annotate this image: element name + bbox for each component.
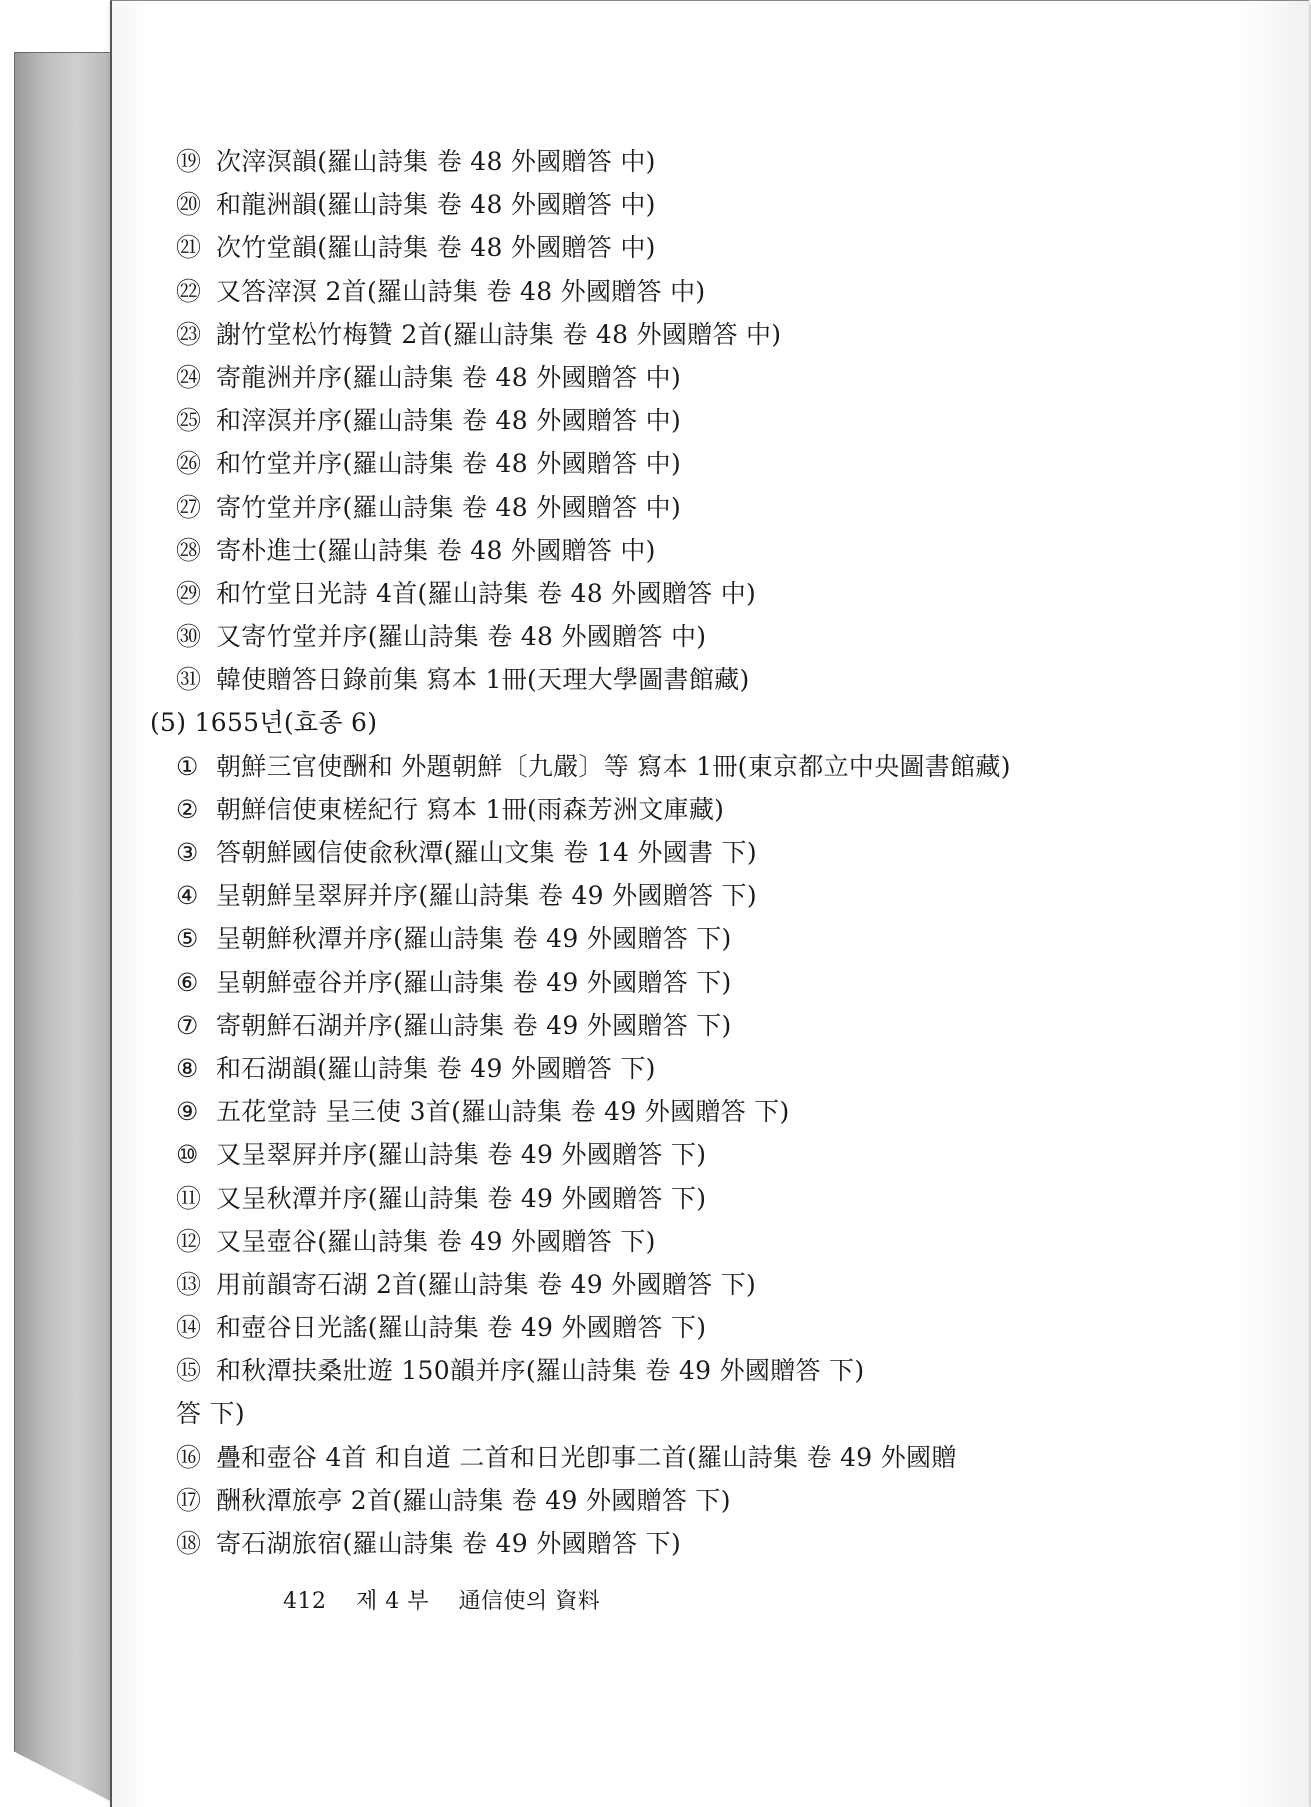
item-text: 寄竹堂并序(羅山詩集 卷 48 外國贈答 中) <box>216 492 682 522</box>
item-number: ⑯ <box>176 1442 202 1472</box>
item-text: 又答滓溟 2首(羅山詩集 卷 48 外國贈答 中) <box>216 276 706 306</box>
item-text: 寄龍洲并序(羅山詩集 卷 48 外國贈答 中) <box>216 362 682 392</box>
list-item <box>150 1220 1180 1263</box>
item-text: 又呈翠屛并序(羅山詩集 卷 49 外國贈答 下) <box>216 1140 707 1170</box>
list-item <box>150 572 1180 615</box>
item-text: 呈朝鮮壺谷并序(羅山詩集 卷 49 外國贈答 下) <box>216 967 732 997</box>
item-number: ⑱ <box>176 1529 202 1558</box>
item-text: 和龍洲韻(羅山詩集 卷 48 外國贈答 中) <box>216 190 656 220</box>
list-item <box>150 399 1180 442</box>
item-text: 次竹堂韻(羅山詩集 卷 48 外國贈答 中) <box>216 233 656 263</box>
item-number: ⑫ <box>176 1226 202 1256</box>
item-text: 和石湖韻(羅山詩集 卷 49 外國贈答 下) <box>216 1053 656 1083</box>
list-item <box>150 313 1180 356</box>
item-text: 寄石湖旅宿(羅山詩集 卷 49 外國贈答 下) <box>216 1529 682 1558</box>
item-number: ⑰ <box>176 1485 202 1515</box>
list-item <box>150 658 1180 701</box>
item-number: ㉒ <box>176 276 202 306</box>
item-number: ㉘ <box>176 535 202 565</box>
list-item <box>150 874 1180 917</box>
item-number: ⑲ <box>176 147 202 176</box>
item-number: ① <box>176 751 199 781</box>
book-spine-edge <box>14 52 116 1804</box>
part-label: 제 4 부 <box>356 1589 429 1614</box>
item-number: ⑮ <box>176 1356 202 1386</box>
list-item <box>150 1263 1180 1306</box>
item-text: 呈朝鮮呈翠屛并序(羅山詩集 卷 49 外國贈答 下) <box>216 881 757 911</box>
page-content <box>150 140 1180 1565</box>
list-item <box>150 1133 1180 1176</box>
entry-list-1655-cont <box>150 1436 1180 1566</box>
item-text: 和壺谷日光謠(羅山詩集 卷 49 外國贈答 下) <box>216 1313 707 1343</box>
list-item <box>150 183 1180 226</box>
item-number: ⑥ <box>176 967 199 997</box>
list-item <box>150 1306 1180 1349</box>
item-text: 又寄竹堂并序(羅山詩集 卷 48 外國贈答 中) <box>216 622 707 652</box>
item-number: ⑭ <box>176 1313 202 1343</box>
item-text: 疊和壺谷 4首 和自道 二首和日光卽事二首(羅山詩集 卷 49 外國贈 <box>216 1442 957 1472</box>
item-text: 寄朝鮮石湖并序(羅山詩集 卷 49 外國贈答 下) <box>216 1010 732 1040</box>
list-item <box>150 1522 1180 1565</box>
list-item <box>150 1004 1180 1047</box>
item-number: ⑨ <box>176 1097 199 1127</box>
item-text: 寄朴進士(羅山詩集 卷 48 外國贈答 中) <box>216 535 656 565</box>
list-item <box>150 270 1180 313</box>
item-number: ㉓ <box>176 319 202 349</box>
list-item <box>150 831 1180 874</box>
item-number: ④ <box>176 881 199 911</box>
page-number: 412 <box>283 1589 327 1614</box>
item-number: ㉔ <box>176 362 202 392</box>
entry-list-1654 <box>150 140 1180 701</box>
list-item <box>150 356 1180 399</box>
entry-list-1655 <box>150 745 1180 1393</box>
item-text: 朝鮮三官使酬和 外題朝鮮〔九嚴〕等 寫本 1冊(東京都立中央圖書館藏) <box>216 751 1011 781</box>
list-item <box>150 1479 1180 1522</box>
item-text: 呈朝鮮秋潭并序(羅山詩集 卷 49 外國贈答 下) <box>216 924 732 954</box>
item-text: 和竹堂日光詩 4首(羅山詩集 卷 48 外國贈答 中) <box>216 578 757 608</box>
list-item <box>150 1090 1180 1133</box>
item-text: 又呈壺谷(羅山詩集 卷 49 外國贈答 下) <box>216 1226 656 1256</box>
item-number: ㉑ <box>176 233 202 263</box>
item-text: 和滓溟并序(羅山詩集 卷 48 外國贈答 中) <box>216 406 682 436</box>
list-item <box>150 486 1180 529</box>
item-text: 次滓溟韻(羅山詩集 卷 48 外國贈答 中) <box>216 147 656 176</box>
item-text: 用前韻寄石湖 2首(羅山詩集 卷 49 外國贈答 下) <box>216 1269 757 1299</box>
item-number: ⑦ <box>176 1010 199 1040</box>
item-number: ㉚ <box>176 622 202 652</box>
list-item <box>150 1349 1180 1392</box>
page-footer <box>283 1584 622 1615</box>
item-text: 五花堂詩 呈三使 3首(羅山詩集 卷 49 外國贈答 下) <box>216 1097 790 1127</box>
item-text: 韓使贈答日錄前集 寫本 1冊(天理大學圖書館藏) <box>216 665 750 695</box>
item-text: 和秋潭扶桑壯遊 150韻并序(羅山詩集 卷 49 外國贈答 下) <box>216 1356 865 1386</box>
list-item <box>150 1436 1180 1479</box>
list-item <box>150 140 1180 183</box>
list-item <box>150 1047 1180 1090</box>
list-item <box>150 529 1180 572</box>
item-number: ⑤ <box>176 924 199 954</box>
list-item <box>150 226 1180 269</box>
item-text: 和竹堂并序(羅山詩集 卷 48 外國贈答 中) <box>216 449 682 479</box>
item-text: 酬秋潭旅亭 2首(羅山詩集 卷 49 外國贈答 下) <box>216 1485 731 1515</box>
item-number: ⑳ <box>176 190 202 220</box>
item-text: 朝鮮信使東槎紀行 寫本 1冊(雨森芳洲文庫藏) <box>216 794 725 824</box>
list-item <box>150 745 1180 788</box>
list-item <box>150 1177 1180 1220</box>
item-number: ③ <box>176 838 199 867</box>
item-number: ⑬ <box>176 1269 202 1299</box>
item-text: 謝竹堂松竹梅贊 2首(羅山詩集 卷 48 外國贈答 中) <box>216 319 782 349</box>
item-number: ② <box>176 794 199 824</box>
item-number: ㉗ <box>176 492 202 522</box>
continuation-line: 答 下) <box>176 1399 245 1429</box>
list-item <box>150 961 1180 1004</box>
list-item <box>150 615 1180 658</box>
list-item <box>150 917 1180 960</box>
item-number: ⑪ <box>176 1183 202 1213</box>
item-number: ㉕ <box>176 406 202 436</box>
item-number: ㉖ <box>176 449 202 479</box>
item-text: 答朝鮮國信使兪秋潭(羅山文集 卷 14 外國書 下) <box>216 838 757 867</box>
item-number: ㉙ <box>176 578 202 608</box>
item-text: 又呈秋潭并序(羅山詩集 卷 49 外國贈答 下) <box>216 1183 707 1213</box>
item-number: ⑧ <box>176 1053 199 1083</box>
item-number: ㉛ <box>176 665 202 695</box>
section-heading: (5) 1655년(효종 6) <box>150 708 378 738</box>
list-item <box>150 788 1180 831</box>
list-item <box>150 442 1180 485</box>
item-number: ⑩ <box>176 1140 199 1170</box>
footer-title: 通信使의 資料 <box>458 1589 601 1614</box>
